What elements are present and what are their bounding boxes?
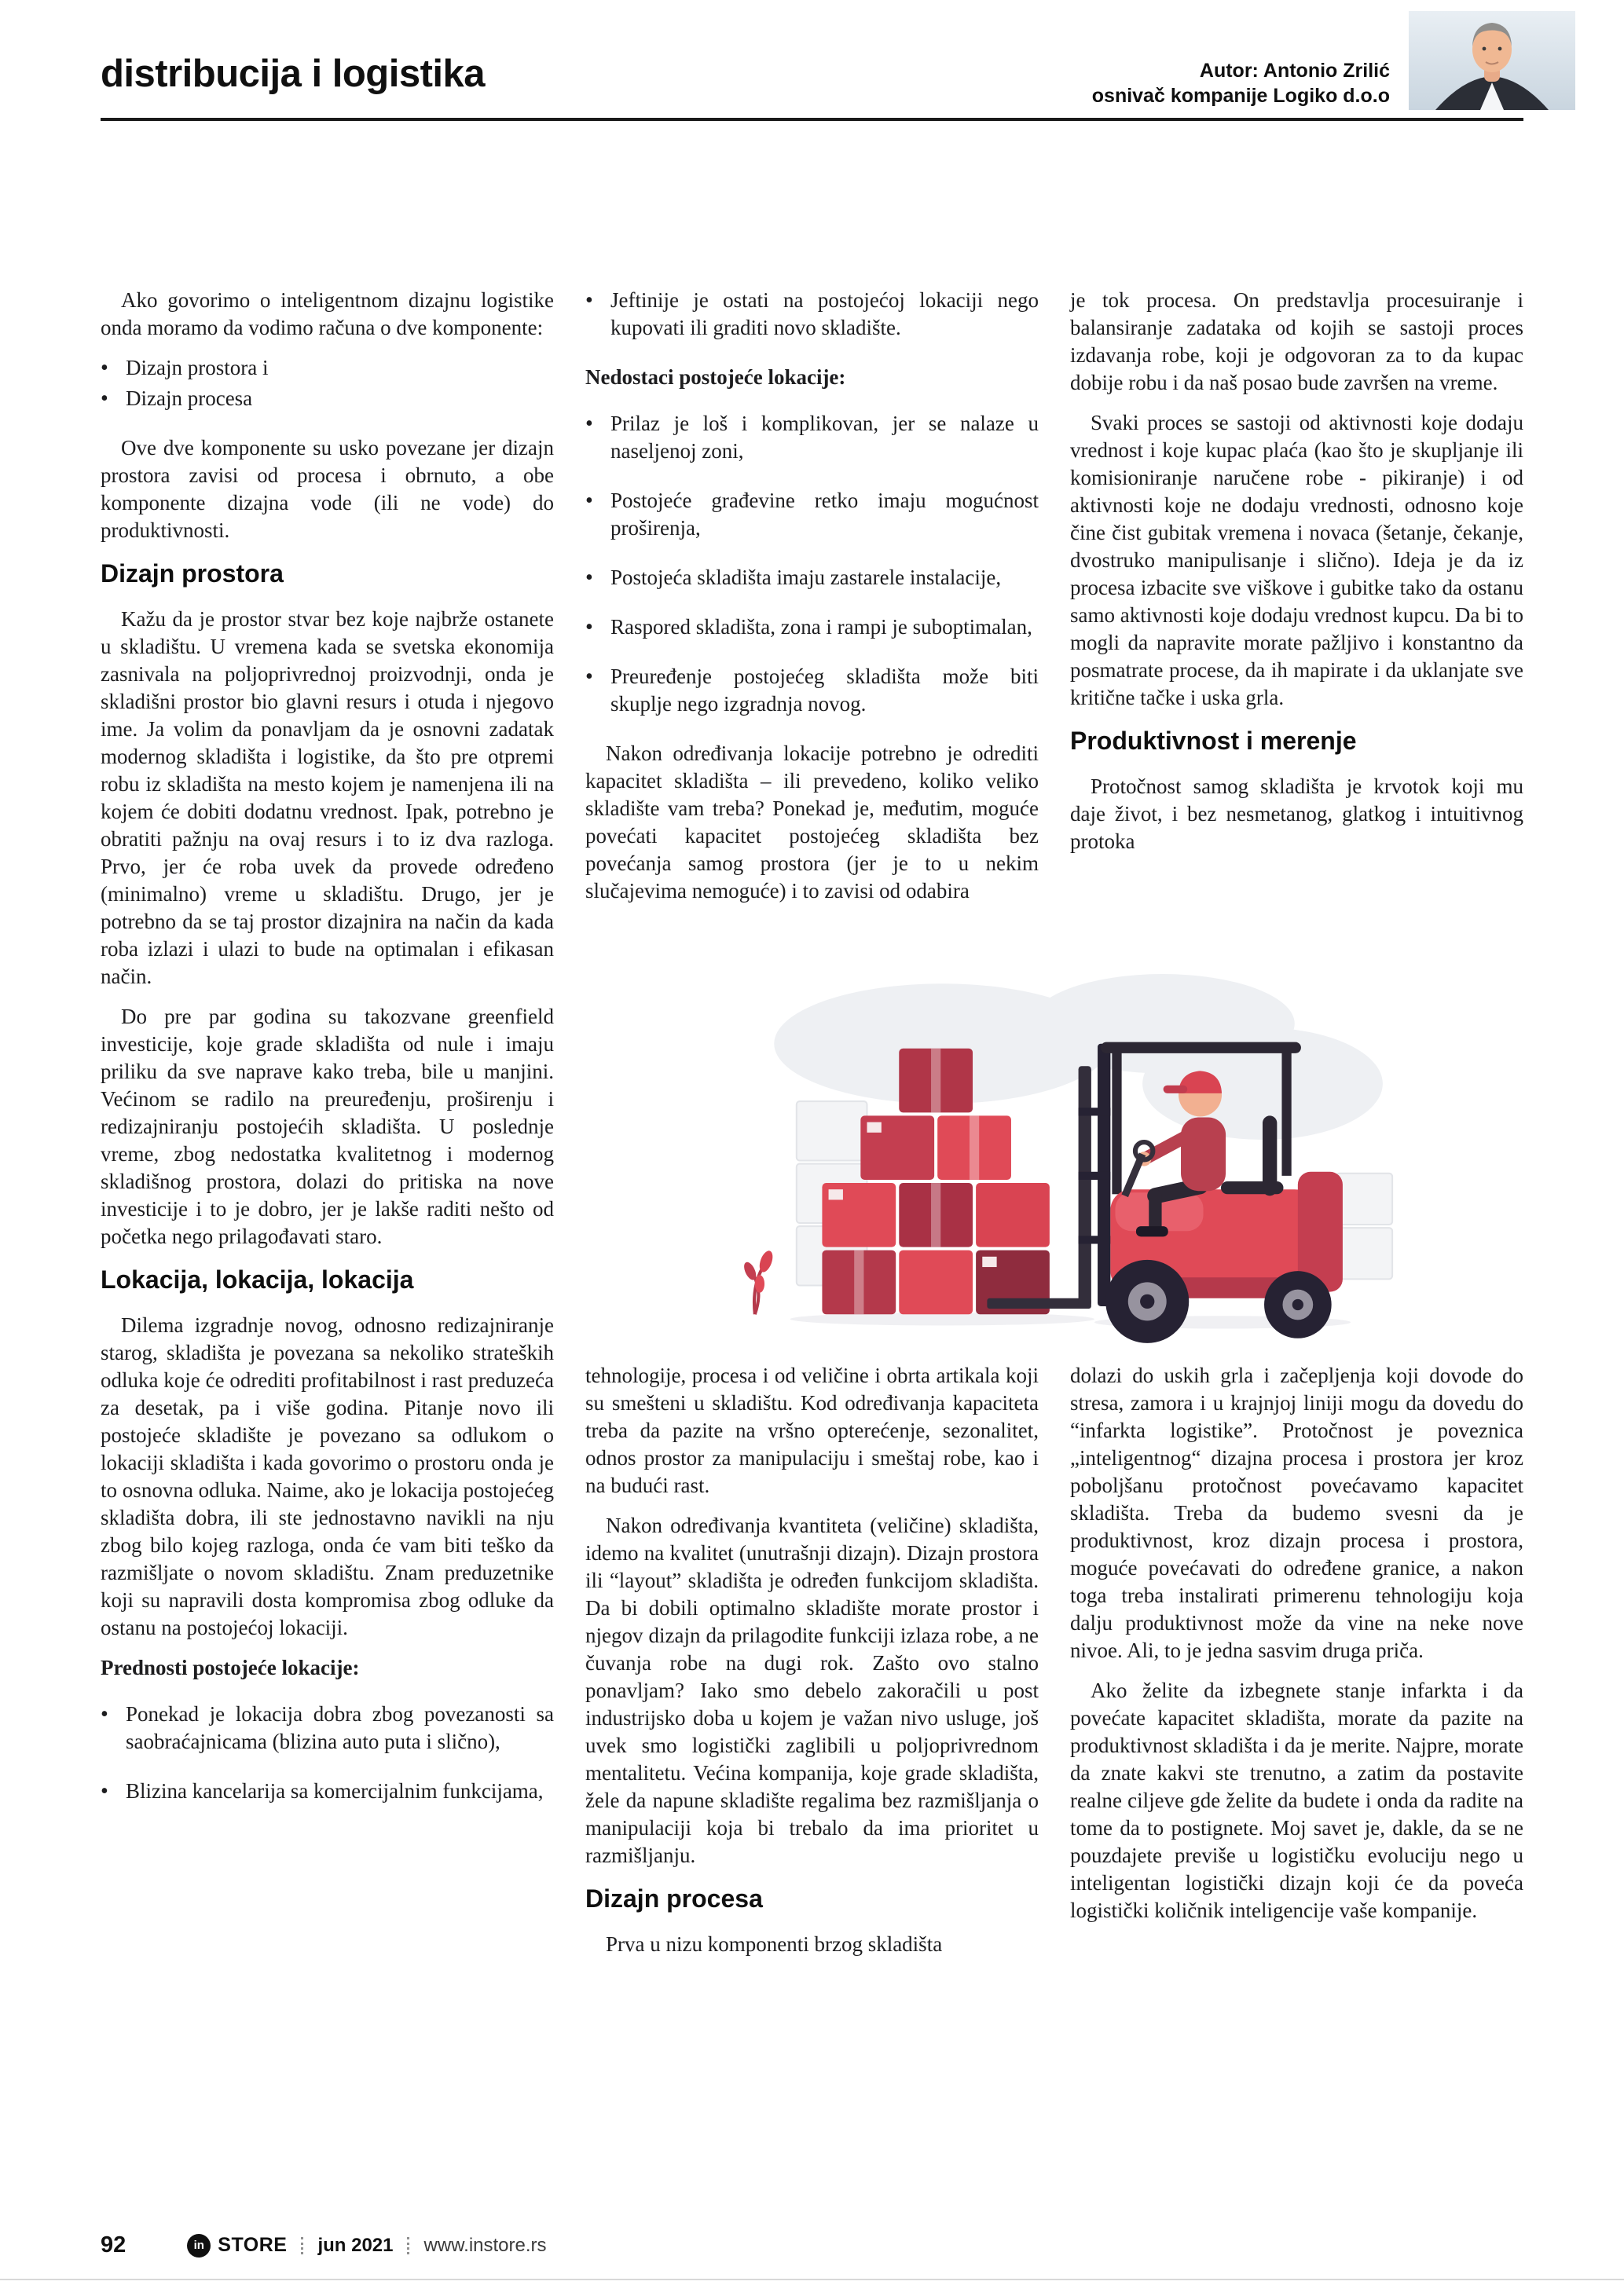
bullet-icon: • <box>585 566 593 590</box>
bullet-text: Prilaz je loš i komplikovan, jer se nalaze u naseljenoj zoni, <box>610 412 1039 463</box>
bullet-text: Raspored skladišta, zona i rampi je suboptimalan, <box>610 615 1032 639</box>
article-body <box>101 287 1523 2235</box>
bullet-item <box>585 487 1039 542</box>
paragraph: tehnologije, procesa i od veličine i obrta artikala koji su smešteni u skladištu. Kod određivanja kapaciteta treba da pazite na vršno opterećenje, sezonalitet, odnos prostor za manipulaciju i smeštaj robe, kao i na budući rast. <box>585 1364 1039 1497</box>
columns-2-3-bottom <box>585 1362 1523 1971</box>
bullet-icon: • <box>101 1702 108 1727</box>
column-3-top <box>1070 287 1523 917</box>
bullet-item <box>585 663 1039 718</box>
author-block <box>1092 58 1390 108</box>
paragraph: Protočnost samog skladišta je krvotok koji mu daje život, i bez nesmetanog, glatkog i intuitivnog protoka <box>1070 774 1523 853</box>
bullet-icon: • <box>585 615 593 639</box>
bullet-text: Postojeća skladišta imaju zastarele instalacije, <box>610 566 1002 589</box>
store-logo-icon: in <box>187 2234 211 2258</box>
plant <box>742 1249 775 1314</box>
bottom-divider <box>0 2279 1624 2280</box>
header-divider <box>101 118 1523 121</box>
paragraph: Ove dve komponente su usko povezane jer dizajn prostora zavisi od procesa i obrnuto, a obe komponente dizajna vode (ili ne vode) do produktivnosti. <box>101 436 554 542</box>
paragraph: Ako želite da izbegnete stanje infarkta i da povećate kapacitet skladišta, morate da pazite na produktivnost skladišta i da je merite. Najpre, morate da znate kakvi ste trenutno, a zatim da postavite realne ciljeve gde želite da budete i onda da radite na tome da to postignete. Moj savet je, dakle, da se ne pouzdajete previše u logističku evoluciju nego u inteligentan logistički dizajn koji će da poveća logistički količnik inteligencije vaše kompanije. <box>1070 1679 1523 1922</box>
author-name: Autor: Antonio Zrilić <box>1199 60 1390 82</box>
paragraph: je tok procesa. On predstavlja procesuiranje i balansiranje zadataka od kojih se sastoji proces izdavanja robe, koji je odgovoran za to da kupac dobije robu i da naš posao bude završen na vreme. <box>1070 288 1523 394</box>
portrait-illustration <box>1409 11 1575 110</box>
section-title: distribucija i logistika <box>101 53 486 95</box>
bullet-icon: • <box>101 386 108 411</box>
column-2-top <box>585 287 1039 917</box>
bullet-icon: • <box>585 665 593 689</box>
bullet-item <box>585 410 1039 465</box>
page-footer <box>101 2232 547 2258</box>
website-url[interactable]: www.instore.rs <box>423 2234 547 2256</box>
issue-date: jun 2021 <box>317 2234 394 2256</box>
page-number: 92 <box>101 2232 126 2258</box>
bullet-icon: • <box>585 489 593 513</box>
bullet-item <box>585 564 1039 591</box>
section-heading: Dizajn prostora <box>101 559 284 588</box>
paragraph: Do pre par godina su takozvane greenfield investicije, koje grade skladišta od nule i imaju priliku da sve naprave kako treba, bile u manjini. Većinom se radilo na preuređenju, proširenju i redizajniranju postojećih skladišta. U poslednje vreme, zbog nedostatka kvalitetnog i modernog skladišnog prostora, dolazi do pritiska na nove investicije i to je dobro, jer je lakše raditi nešto od početka nego prilagođavati staro. <box>101 1005 554 1248</box>
section-heading: Produktivnost i merenje <box>1070 727 1357 755</box>
sub-heading: Prednosti postojeće lokacije: <box>101 1656 360 1679</box>
bullet-text: Dizajn prostora i <box>126 356 269 379</box>
paragraph: Svaki proces se sastoji od aktivnosti koje dodaju vrednost i koje kupac plaća (kao što je skupljanje ili komisioniranje naručene robe - pikiranje) i od aktivnosti koje ne dodaju vrednosti, odnosno koje čine čist gubitak vremena i novaca (šetanje, čekanje, dvostruko manipulisanje i slično). Ideja je da iz procesa izbacite sve viškove i gubitke tako da ostanu samo aktivnosti koje dodaju vrednost kupcu. Da bi to mogli da napravite morate pažljivo i konstantno da posmatrate procese, da ih mapirate i da uklanjate sve kritične tačke i uska grla. <box>1070 411 1523 709</box>
bullet-icon: • <box>101 1779 108 1803</box>
paragraph: dolazi do uskih grla i začepljenja koji dovode do stresa, zamora i u krajnjoj liniji mogu da dovedu do “infarkta logistike”. Protočnost je poveznica „inteligentnog“ dizajna procesa i prostora jer kroz poboljšanu protočnost povećavamo kapacitet skladišta. Treba da budemo svesni da je produktivnost, kroz dizajn procesa i prostora, moguće povećavati do određene granice, a nakon toga treba instalirati primerenu tehnologiju koja dalju produktivnost može da vine na neke nove nivoe. Ali, to je jedna sasvim druga priča. <box>1070 1364 1523 1662</box>
sub-heading: Nedostaci postojeće lokacije: <box>585 365 846 389</box>
author-photo <box>1409 11 1575 110</box>
bullet-item <box>101 1701 554 1756</box>
paragraph: Nakon određivanja lokacije potrebno je odrediti kapacitet skladišta – ili prevedeno, koliko veliko skladište vam treba? Ponekad je, međutim, moguće povećati kapacitet postojećeg skladišta bez povećanja samog prostora (jer je to u nekim slučajevima nemoguće) i to zavisi od odabira <box>585 742 1039 903</box>
column-2-bottom <box>585 1362 1039 1971</box>
bullet-item <box>101 354 554 382</box>
columns-2-3 <box>585 287 1523 2235</box>
paragraph: Kažu da je prostor stvar bez koje najbrže ostanete u skladištu. U vremena kada se svetska ekonomija zasnivala na poljoprivrednoj proizvodnji, onda je skladišni prostor bio glavni resurs i otuda i njegovo ime. Ja volim da ponavljam da je osnovni zadatak modernog skladišta i logistike, da što pre otpremi robu iz skladišta na mesto kojem je namenjena ili na kojem će dobiti dodatnu vrednost. Ipak, potrebno je obratiti pažnju na ovaj resurs i to iz dva razloga. Prvo, jer će roba uvek da provede određeno (minimalno) vreme u skladištu. Drugo, jer je potrebno da se taj prostor dizajnira na način da kada roba izlazi i ulazi to bude na optimalan i efikasan način. <box>101 607 554 988</box>
paragraph: Dilema izgradnje novog, odnosno redizajniranje starog, skladišta je povezana sa nekoliko strateških odluka koje će odrediti profitabilnost i rast preduzeća za desetak, pa i više godina. Pitanje novo ili postojeće skladište je povezano sa odlukom o lokaciji skladišta i kada govorimo o prostoru onda je to osnovna odluka. Naime, ako je lokacija postojećeg skladišta dobra, ili ste jednostavno navikli na nju zbog bilo kojeg razloga, onda će vam biti teško da razmišljate o novom skladištu. Znam preduzetnike koji su napravili dosta kompromisa zbog odluke da ostanu na postojećoj lokaciji. <box>101 1313 554 1639</box>
bullet-icon: • <box>585 288 593 313</box>
bullet-text: Jeftinije je ostati na postojećoj lokaciji nego kupovati ili graditi novo skladište. <box>610 288 1039 339</box>
footer-divider <box>301 2237 303 2254</box>
bullet-text: Dizajn procesa <box>126 386 253 410</box>
paragraph: Nakon određivanja kvantiteta (veličine) skladišta, idemo na kvalitet (unutrašnji dizajn). Dizajn prostora ili “layout” skladišta je određen funkcijom skladišta. Da bi dobili optimalno skladište morate prostor i njegov dizajn da prilagodite funkciji izlaza robe, a ne čuvanja robe na dugi rok. Zašto ovo stalno ponavljam? Iako smo debelo zakoračili u post industrijsko doba u kojem je važan nivo usluge, još uvek smo logistički zaglibili u poljoprivrednom mentalitetu. Većina kompanija, koje grade skladišta, žele da napune skladište regalima bez razmišljanja o manipulaciji koja bi trebalo da ima prioritet u razmišljanju. <box>585 1514 1039 1867</box>
paragraph: Ako govorimo o inteligentnom dizajnu logistike onda moramo da vodimo računa o dve komponente: <box>101 288 554 339</box>
store-logo <box>187 2234 287 2258</box>
forklift-warehouse-graphic <box>701 932 1408 1348</box>
bullet-item <box>101 1778 554 1805</box>
columns-2-3-top <box>585 287 1523 917</box>
forklift-illustration <box>585 932 1523 1348</box>
magazine-name: STORE <box>218 2234 288 2256</box>
bullet-text: Postojeće građevine retko imaju mogućnost proširenja, <box>610 489 1039 540</box>
bullet-text: Blizina kancelarija sa komercijalnim funkcijama, <box>126 1779 544 1803</box>
paragraph: Prva u nizu komponenti brzog skladišta <box>606 1932 943 1956</box>
bullet-text: Ponekad je lokacija dobra zbog povezanosti sa saobraćajnicama (blizina auto puta i slično), <box>126 1702 554 1753</box>
bullet-text: Preuređenje postojećeg skladišta može biti skuplje nego izgradnja novog. <box>610 665 1039 716</box>
bullet-item <box>585 613 1039 641</box>
section-heading: Lokacija, lokacija, lokacija <box>101 1265 414 1294</box>
page-header <box>101 39 1523 122</box>
column-3-bottom <box>1070 1362 1523 1971</box>
author-role: osnivač kompanije Logiko d.o.o <box>1091 85 1390 107</box>
bullet-icon: • <box>585 412 593 436</box>
section-heading: Dizajn procesa <box>585 1884 763 1913</box>
footer-divider <box>407 2237 409 2254</box>
bullet-icon: • <box>101 356 108 380</box>
column-1 <box>101 287 554 2235</box>
bullet-item <box>101 385 554 412</box>
bullet-item <box>585 287 1039 342</box>
